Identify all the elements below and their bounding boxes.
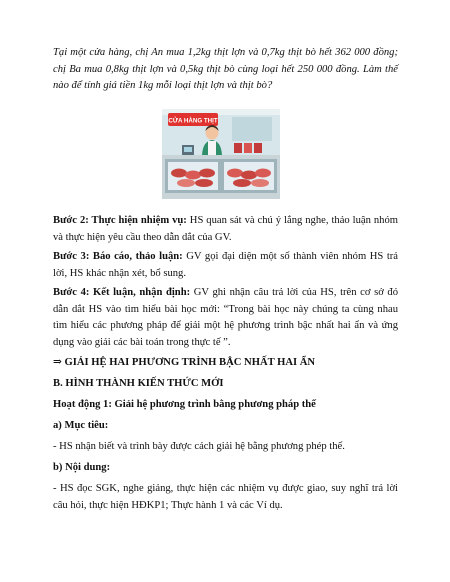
step-4-paragraph	[53, 285, 398, 351]
objectives-text: - HS nhận biết và trình bày được cách giải hệ bằng phương phép thế.	[53, 441, 345, 452]
shop-sign-text: CỬA HÀNG THỊT	[168, 117, 218, 125]
activity-1-heading: Hoạt động 1: Giải hệ phương trình bằng phương pháp thế	[53, 399, 316, 410]
content-text: - HS đọc SGK, nghe giảng, thực hiện các nhiệm vụ được giao, suy nghĩ trả lời câu hỏi, thực hiện HĐKP1; Thực hành 1 và các Ví dụ.	[53, 483, 398, 511]
step-2-text: HS quan sát và chú ý lắng nghe, thảo luận nhóm và thực hiện yêu cầu theo dẫn dắt của GV.	[53, 215, 398, 243]
step-4-label: Bước 4: Kết luận, nhận định:	[53, 287, 191, 298]
step-2-paragraph	[53, 213, 398, 246]
step-2-label: Bước 2: Thực hiện nhiệm vụ:	[53, 215, 187, 226]
objectives-heading: a) Mục tiêu:	[53, 420, 109, 431]
section-b-heading: B. HÌNH THÀNH KIẾN THỨC MỚI	[53, 378, 224, 389]
step-3-label: Bước 3: Báo cáo, thảo luận:	[53, 251, 183, 262]
lesson-title: ⇒ GIẢI HỆ HAI PHƯƠNG TRÌNH BẬC NHẤT HAI ẨN	[53, 357, 316, 368]
content-heading: b) Nội dung:	[53, 462, 111, 473]
step-3-paragraph	[53, 249, 398, 282]
intro-problem: Tại một cửa hàng, chị An mua 1,2kg thịt lợn và 0,7kg thịt bò hết 362 000 đồng; chị Ba mua 0,8kg thịt lợn và 0,5kg thịt bò cùng loại hết 250 000 đồng. Làm thế nào để tính giá tiền 1kg mỗi loại thịt lợn và thịt bò?	[53, 47, 398, 91]
step-3-text: GV gọi đại diện một số thành viên nhóm HS trả lời, HS khác nhận xét, bổ sung.	[53, 251, 399, 279]
step-4-text: GV ghi nhận câu trả lời của HS, trên cơ sở đó dẫn dắt HS vào tìm hiểu bài học mới: “Trong bài học này chúng ta cùng nhau tìm hiểu các phương pháp để giải một hệ phương trình bậc nhất hai ẩn và ứng dụng vào giải các bài toán trong thực tế ”.	[53, 287, 398, 348]
butcher-shop-illustration	[162, 109, 280, 199]
